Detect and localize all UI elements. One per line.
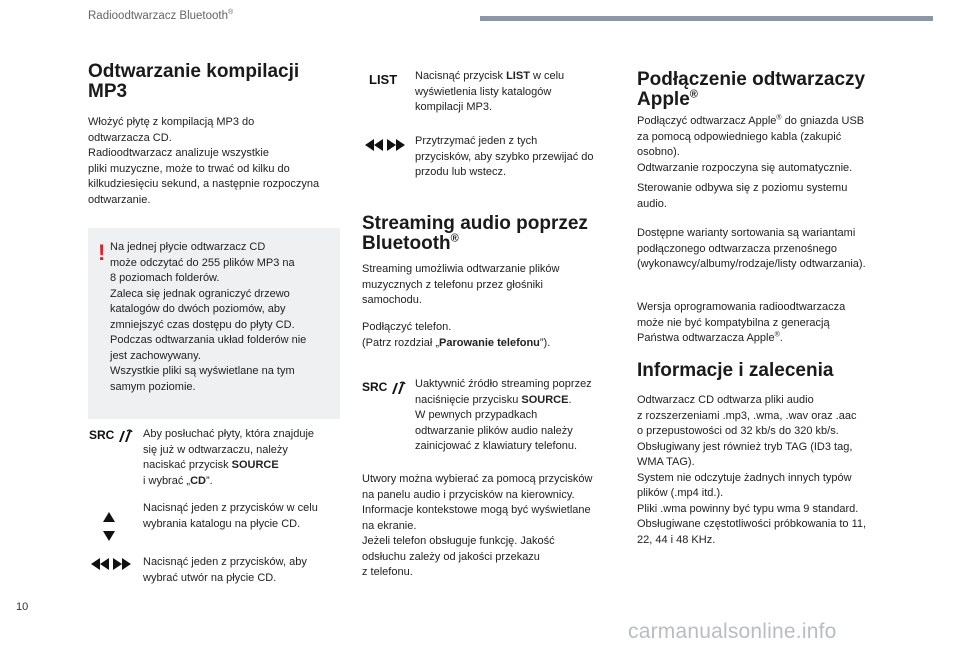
apple-connect-text bbox=[637, 114, 902, 176]
hold-step-line: przodu lub wstecz. bbox=[415, 166, 507, 178]
pairing-text bbox=[362, 320, 618, 351]
streaming-intro-line: Streaming umożliwia odtwarzanie plików bbox=[362, 263, 560, 275]
info-line: plików (.mp4 itd.). bbox=[637, 487, 724, 499]
running-header-text: Radioodtwarzacz Bluetooth bbox=[88, 10, 228, 22]
src-step-line: Aby posłuchać płyty, która znajduje bbox=[143, 428, 314, 440]
mp3-intro bbox=[88, 115, 346, 208]
apple-sort-line: Dostępne warianty sortowania są wariantami bbox=[637, 227, 856, 239]
mp3-intro-line: Radioodtwarzacz analizuje wszystkie bbox=[88, 147, 269, 159]
apple-sort-text bbox=[637, 226, 907, 273]
updown-step-line: Nacisnąć jeden z przycisków w celu bbox=[143, 502, 318, 514]
info-text bbox=[637, 393, 902, 548]
apple-connect-line: Odtwarzanie rozpoczyna się automatycznie. bbox=[637, 161, 853, 174]
warning-box bbox=[88, 228, 340, 419]
apple-connect-line: Podłączyć odtwarzacz Apple bbox=[637, 115, 777, 127]
column-mp3 bbox=[88, 62, 346, 208]
apple-compat-sup: ® bbox=[774, 331, 780, 339]
apple-compat-line: Państwa odtwarzacza Apple bbox=[637, 332, 775, 344]
info-line: Odtwarzacz CD odtwarza pliki audio bbox=[637, 394, 814, 406]
running-header-sup: ® bbox=[228, 9, 234, 17]
streaming-src-line: W pewnych przypadkach bbox=[415, 409, 538, 421]
streaming-intro-line: muzycznych z telefonu przez głośniki bbox=[362, 278, 543, 291]
source-button-label: SRC bbox=[362, 380, 388, 394]
cd-key: CD bbox=[190, 474, 206, 487]
list-step-line: wyświetlenia listy katalogów bbox=[415, 85, 552, 98]
source-button-icon bbox=[362, 380, 408, 396]
info-line: o przepustowości od 32 kb/s do 320 kb/s. bbox=[637, 425, 839, 437]
page-number: 10 bbox=[16, 601, 29, 613]
streaming-src-line: odtwarzanie plików audio należy bbox=[415, 424, 573, 437]
mp3-intro-line: Włożyć płytę z kompilacją MP3 do bbox=[88, 116, 255, 128]
heading-streaming bbox=[362, 214, 622, 254]
warning-line: Na jednej płycie odtwarzacz CD bbox=[110, 241, 266, 253]
info-line: 22, 44 i 48 KHz. bbox=[637, 533, 716, 546]
info-line: z rozszerzeniami .mp3, .wma, .wav oraz .aac bbox=[637, 409, 857, 422]
skip-step-line: Nacisnąć jeden z przycisków, aby bbox=[143, 556, 307, 568]
streaming-outro-line: na ekranie. bbox=[362, 519, 417, 532]
heading-info: Informacje i zalecenia bbox=[637, 360, 834, 381]
apple-control-line: Sterowanie odbywa się z poziomu systemu bbox=[637, 182, 848, 194]
list-key: LIST bbox=[506, 70, 530, 82]
warning-line: Zaleca się jednak ograniczyć drzewo bbox=[110, 287, 290, 300]
apple-compat-line: . bbox=[779, 332, 783, 344]
apple-control-text bbox=[637, 181, 902, 212]
info-line: Obsługiwane częstotliwości próbkowania to 11, bbox=[637, 518, 867, 530]
apple-connect-sup: ® bbox=[776, 114, 782, 122]
source-button-icon bbox=[89, 428, 133, 444]
updown-step-text bbox=[143, 501, 343, 532]
up-down-arrows-icon bbox=[102, 511, 116, 543]
pairing-line: (Patrz rozdział „ bbox=[362, 336, 440, 349]
list-step-line: kompilacji MP3. bbox=[415, 101, 493, 113]
apple-compat-line: Wersja oprogramowania radioodtwarzacza bbox=[637, 301, 846, 313]
updown-step-line: wybrania katalogu na płycie CD. bbox=[143, 517, 301, 530]
streaming-src-line: Uaktywnić źródło streaming poprzez bbox=[415, 378, 592, 390]
heading-apple bbox=[637, 70, 907, 110]
streaming-outro bbox=[362, 472, 624, 581]
skip-step-line: wybrać utwór na płycie CD. bbox=[143, 571, 277, 584]
source-key: SOURCE bbox=[231, 459, 279, 471]
heading-streaming-line2: Bluetooth bbox=[362, 233, 451, 254]
streaming-outro-line: z telefonu. bbox=[362, 566, 413, 578]
warning-line: katalogów do dwóch poziomów, aby bbox=[110, 303, 286, 315]
list-step-line: w celu bbox=[529, 70, 565, 82]
heading-mp3-line2: MP3 bbox=[88, 81, 128, 102]
running-header bbox=[88, 10, 233, 22]
streaming-src-line: naciśnięcie przycisku bbox=[415, 393, 522, 406]
info-line: Obsługiwany jest również tryb TAG (ID3 tag, bbox=[637, 440, 853, 453]
list-step-text bbox=[415, 69, 615, 116]
streaming-outro-line: odsłuchu zależy od jakości przekazu bbox=[362, 550, 540, 563]
heading-mp3-line1: Odtwarzanie kompilacji bbox=[88, 61, 300, 82]
skip-step-text bbox=[143, 555, 343, 586]
warning-line: zmniejszyć czas dostępu do płyty CD. bbox=[110, 318, 295, 331]
source-button-label: SRC bbox=[89, 428, 115, 442]
pairing-chapter-ref: Parowanie telefonu bbox=[439, 336, 540, 349]
hold-step-text bbox=[415, 134, 620, 181]
warning-line: samym poziomie. bbox=[110, 380, 196, 393]
mp3-intro-line: pliki muzyczne, może to trwać od kilku do bbox=[88, 162, 290, 175]
apple-connect-line: osobno). bbox=[637, 146, 680, 158]
info-line: System nie odczytuje żadnych innych typów bbox=[637, 471, 852, 484]
warning-line: Podczas odtwarzania układ folderów nie bbox=[110, 334, 307, 346]
streaming-outro-line: Jeżeli telefon obsługuje funkcję. Jakość bbox=[362, 535, 555, 547]
mp3-intro-line: odtwarzacza CD. bbox=[88, 131, 172, 144]
mp3-intro-line: kilkudziesięciu sekund, a następnie rozpoczyna bbox=[88, 178, 320, 190]
warning-line: może odczytać do 255 plików MP3 na bbox=[110, 256, 295, 269]
warning-text bbox=[110, 240, 332, 395]
heading-streaming-line1: Streaming audio poprzez bbox=[362, 213, 588, 234]
heading-apple-sup: ® bbox=[689, 88, 698, 101]
skip-arrows-icon bbox=[90, 557, 132, 571]
fast-skip-arrows-icon bbox=[364, 138, 406, 152]
streaming-outro-line: Utwory można wybierać za pomocą przycisków bbox=[362, 473, 593, 485]
streaming-outro-line: Informacje kontekstowe mogą być wyświetlane bbox=[362, 504, 591, 516]
apple-sort-line: podłączonego odtwarzacza przenośnego bbox=[637, 242, 837, 255]
header-bar bbox=[480, 16, 933, 21]
heading-apple-line2: Apple bbox=[637, 89, 690, 110]
warning-line: 8 poziomach folderów. bbox=[110, 272, 220, 284]
heading-streaming-sup: ® bbox=[450, 232, 459, 245]
heading-mp3 bbox=[88, 62, 346, 102]
apple-compat-text bbox=[637, 300, 902, 347]
warning-icon: ! bbox=[98, 240, 106, 265]
pairing-line: Podłączyć telefon. bbox=[362, 321, 452, 333]
apple-compat-line: może nie być kompatybilna z generacją bbox=[637, 316, 830, 329]
apple-control-line: audio. bbox=[637, 197, 667, 210]
hold-step-line: Przytrzymać jeden z tych bbox=[415, 135, 538, 147]
streaming-outro-line: na panelu audio i przycisków na kierownicy. bbox=[362, 488, 575, 501]
watermark: carmanualsonline.info bbox=[628, 620, 837, 643]
info-line: Pliki .wma powinny być typu wma 9 standard. bbox=[637, 502, 859, 515]
streaming-src-step-text bbox=[415, 377, 620, 455]
src-step-line: i wybrać „ bbox=[143, 474, 191, 487]
pairing-line: ”). bbox=[539, 336, 551, 349]
heading-apple-line1: Podłączenie odtwarzaczy bbox=[637, 69, 866, 90]
apple-sort-line: (wykonawcy/albumy/rodzaje/listy odtwarzania). bbox=[637, 258, 866, 270]
list-step-line: Nacisnąć przycisk bbox=[415, 70, 507, 82]
src-step-line: ”. bbox=[205, 474, 213, 487]
hold-step-line: przycisków, aby szybko przewijać do bbox=[415, 150, 594, 163]
streaming-intro bbox=[362, 262, 618, 309]
streaming-intro-line: samochodu. bbox=[362, 294, 422, 306]
list-button-icon: LIST bbox=[369, 72, 398, 87]
source-key: SOURCE bbox=[521, 393, 569, 406]
streaming-src-line: zainicjować z klawiatury telefonu. bbox=[415, 440, 578, 452]
src-step-text bbox=[143, 427, 343, 489]
info-line: WMA TAG). bbox=[637, 456, 695, 468]
apple-connect-line: do gniazda USB bbox=[781, 115, 865, 127]
warning-line: jest zachowywany. bbox=[110, 349, 201, 362]
streaming-src-line: . bbox=[568, 393, 572, 406]
mp3-intro-line: odtwarzanie. bbox=[88, 193, 151, 206]
src-step-line: naciskać przycisk bbox=[143, 459, 232, 471]
warning-line: Wszystkie pliki są wyświetlane na tym bbox=[110, 365, 295, 377]
apple-connect-line: za pomocą odpowiedniego kabla (zakupić bbox=[637, 130, 842, 143]
src-step-line: się już w odtwarzaczu, należy bbox=[143, 443, 288, 456]
